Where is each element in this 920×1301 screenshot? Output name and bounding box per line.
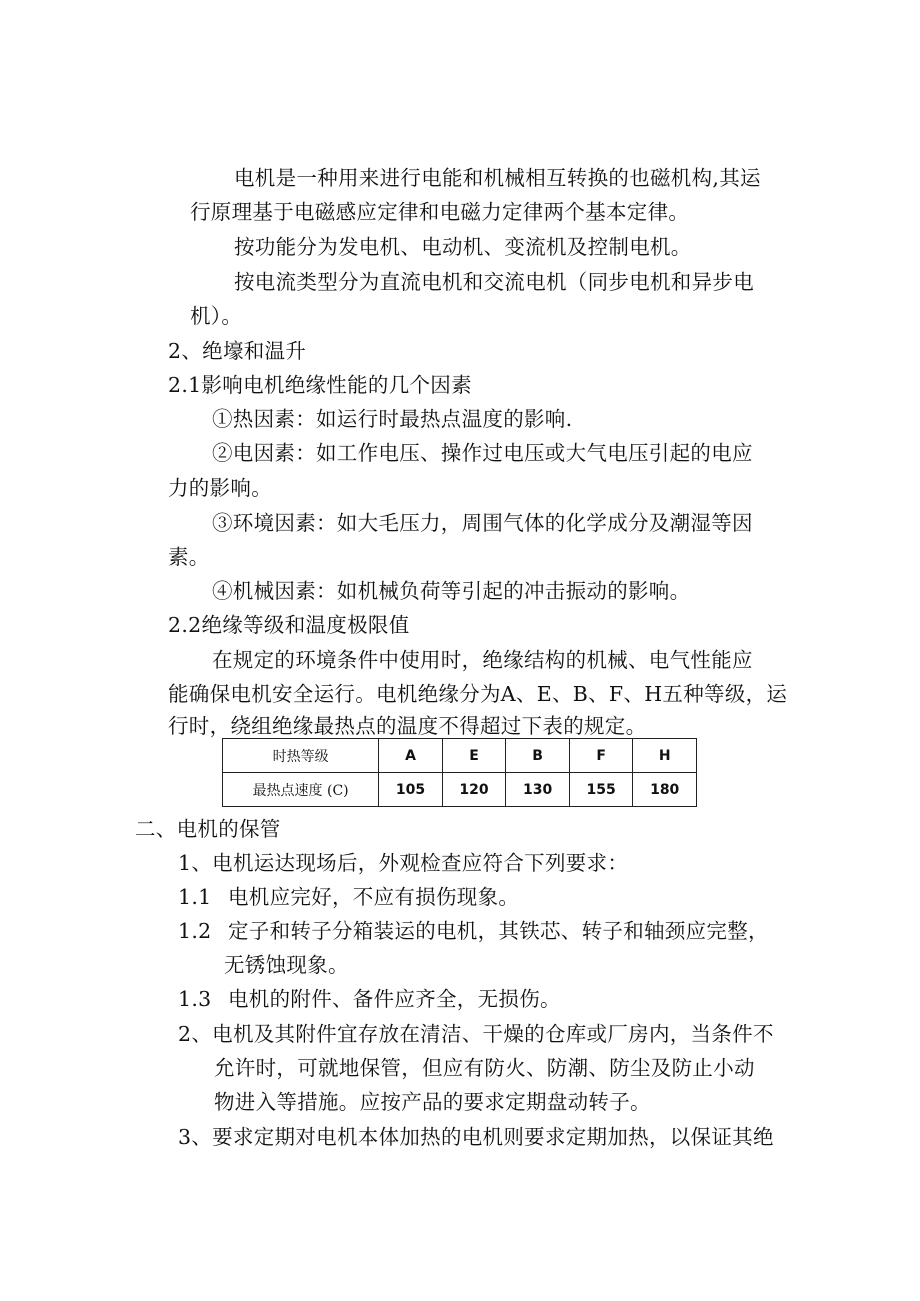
factor-thermal: ①热因素：如运行时最热点温度的影响.	[212, 407, 573, 431]
item-3-line1: 3、要求定期对电机本体加热的电机则要求定期加热，以保证其绝	[178, 1125, 774, 1149]
grade-cell-h: H	[633, 739, 697, 773]
heading-2-2: 2.2绝缘等级和温度极限值	[168, 613, 410, 637]
item-1-1-text: 电机应完好，不应有损伤现象。	[228, 885, 520, 909]
paragraph-grades-line2: 能确保电机安全运行。电机绝缘分为A、E、B、F、H五种等级，运	[168, 682, 788, 706]
factor-electrical-line1: ②电因素：如工作电压、操作过电压或大气电压引起的电应	[212, 441, 753, 465]
paragraph-current-line2: 机）。	[190, 304, 243, 328]
item-1-2-num: 1.2	[178, 919, 212, 943]
grade-cell-f: F	[569, 739, 633, 773]
item-1-3-text: 电机的附件、备件应齐全，无损伤。	[228, 987, 561, 1011]
item-2-line3: 物进入等措施。应按产品的要求定期盘动转子。	[214, 1090, 651, 1114]
item-1: 1、电机运达现场后，外观检查应符合下列要求：	[178, 851, 629, 875]
temp-cell-h: 180	[633, 773, 697, 807]
paragraph-grades-line3: 行时，绕组绝缘最热点的温度不得超过下表的规定。	[168, 714, 647, 738]
paragraph-intro-line2: 行原理基于电磁感应定律和电磁力定律两个基本定律。	[190, 200, 690, 224]
paragraph-grades-line1: 在规定的环境条件中使用时，绝缘结构的机械、电气性能应	[212, 648, 753, 672]
temp-cell-f: 155	[569, 773, 633, 807]
grade-cell-a: A	[379, 739, 443, 773]
table-row-temps	[223, 773, 697, 807]
heading-2-1: 2.1影响电机绝缘性能的几个因素	[168, 373, 472, 397]
paragraph-current-line1: 按电流类型分为直流电机和交流电机（同步电机和异步电	[234, 270, 754, 294]
item-1-2-text: 定子和转子分箱装运的电机，其铁芯、转子和轴颈应完整，	[228, 919, 769, 943]
heading-insulation: 2、绝壕和温升	[168, 339, 307, 363]
grade-cell-b: B	[506, 739, 570, 773]
item-2-line1: 2、电机及其附件宜存放在清洁、干燥的仓库或厂房内，当条件不	[178, 1022, 774, 1046]
item-2-line2: 允许时，可就地保管，但应有防火、防潮、防尘及防止小动	[214, 1056, 755, 1080]
item-1-2-line2: 无锈蚀现象。	[224, 953, 349, 977]
factor-mechanical: ④机械因素：如机械负荷等引起的冲击振动的影响。	[212, 579, 691, 603]
factor-electrical-line2: 力的影响。	[168, 476, 272, 500]
factor-environment-line1: ③环境因素：如大毛压力，周围气体的化学成分及潮湿等因	[212, 511, 753, 535]
item-1-1-num: 1.1	[178, 885, 212, 909]
temp-cell-e: 120	[442, 773, 506, 807]
paragraph-function: 按功能分为发电机、电动机、变流机及控制电机。	[234, 235, 692, 259]
table-header-grade: 时热等级	[223, 739, 379, 773]
paragraph-intro-line1: 电机是一种用来进行电能和机械相互转换的也磁机构,其运	[234, 166, 761, 190]
table-row-grades	[223, 739, 697, 773]
temp-cell-b: 130	[506, 773, 570, 807]
section-storage-heading: 二、电机的保管	[135, 817, 281, 841]
table-header-temp: 最热点速度 (C)	[223, 773, 379, 807]
factor-environment-line2: 素。	[168, 545, 210, 569]
item-1-3-num: 1.3	[178, 987, 212, 1011]
grade-cell-e: E	[442, 739, 506, 773]
insulation-grade-table	[222, 738, 697, 807]
temp-cell-a: 105	[379, 773, 443, 807]
